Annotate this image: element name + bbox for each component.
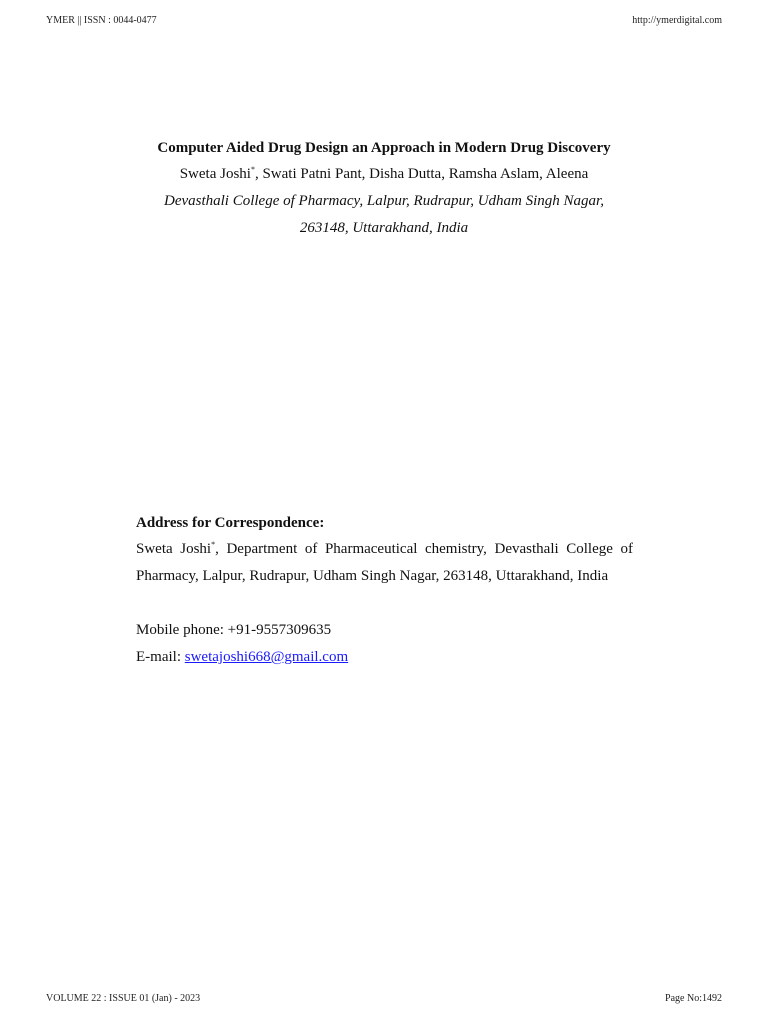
- affiliation-line-1: Devasthali College of Pharmacy, Lalpur, Rudrapur, Udham Singh Nagar,: [163, 193, 604, 209]
- title-block: [0, 139, 768, 242]
- correspondence-address-text: , Department of Pharmaceutical chemistry, Devasthali College of Pharmacy, Lalpur, Rudrapur, Udham Singh Nagar, 263148, Uttarakhand, India: [136, 541, 634, 584]
- correspondence-section: [136, 514, 633, 671]
- corresponding-author-mark: *: [250, 165, 255, 174]
- phone-number: +91-9557309635: [227, 622, 332, 638]
- running-footer: [46, 993, 722, 1004]
- email-link[interactable]: swetajoshi668@gmail.com: [184, 649, 349, 665]
- correspondence-name: Sweta Joshi: [136, 541, 212, 557]
- journal-url: http://ymerdigital.com: [632, 15, 722, 26]
- email-line: [136, 644, 633, 671]
- correspondence-address: [136, 536, 633, 590]
- running-header: [46, 15, 722, 26]
- phone-label: Mobile phone:: [136, 622, 228, 638]
- volume-issue: VOLUME 22 : ISSUE 01 (Jan) - 2023: [46, 993, 201, 1004]
- paper-title: Computer Aided Drug Design an Approach in Modern Drug Discovery: [157, 140, 611, 156]
- journal-issn: YMER || ISSN : 0044-0477: [46, 15, 157, 26]
- author-list: [0, 161, 768, 188]
- email-label: E-mail:: [136, 649, 185, 665]
- affiliation-line-2: 263148, Uttarakhand, India: [299, 220, 469, 236]
- phone-line: [136, 617, 633, 644]
- page-number: Page No:1492: [665, 993, 722, 1004]
- correspondence-heading: Address for Correspondence:: [136, 515, 325, 531]
- correspondence-mark: *: [211, 540, 216, 549]
- contact-details: [136, 617, 633, 671]
- lead-author: Sweta Joshi: [179, 166, 251, 182]
- co-authors: , Swati Patni Pant, Disha Dutta, Ramsha Aslam, Aleena: [254, 166, 589, 182]
